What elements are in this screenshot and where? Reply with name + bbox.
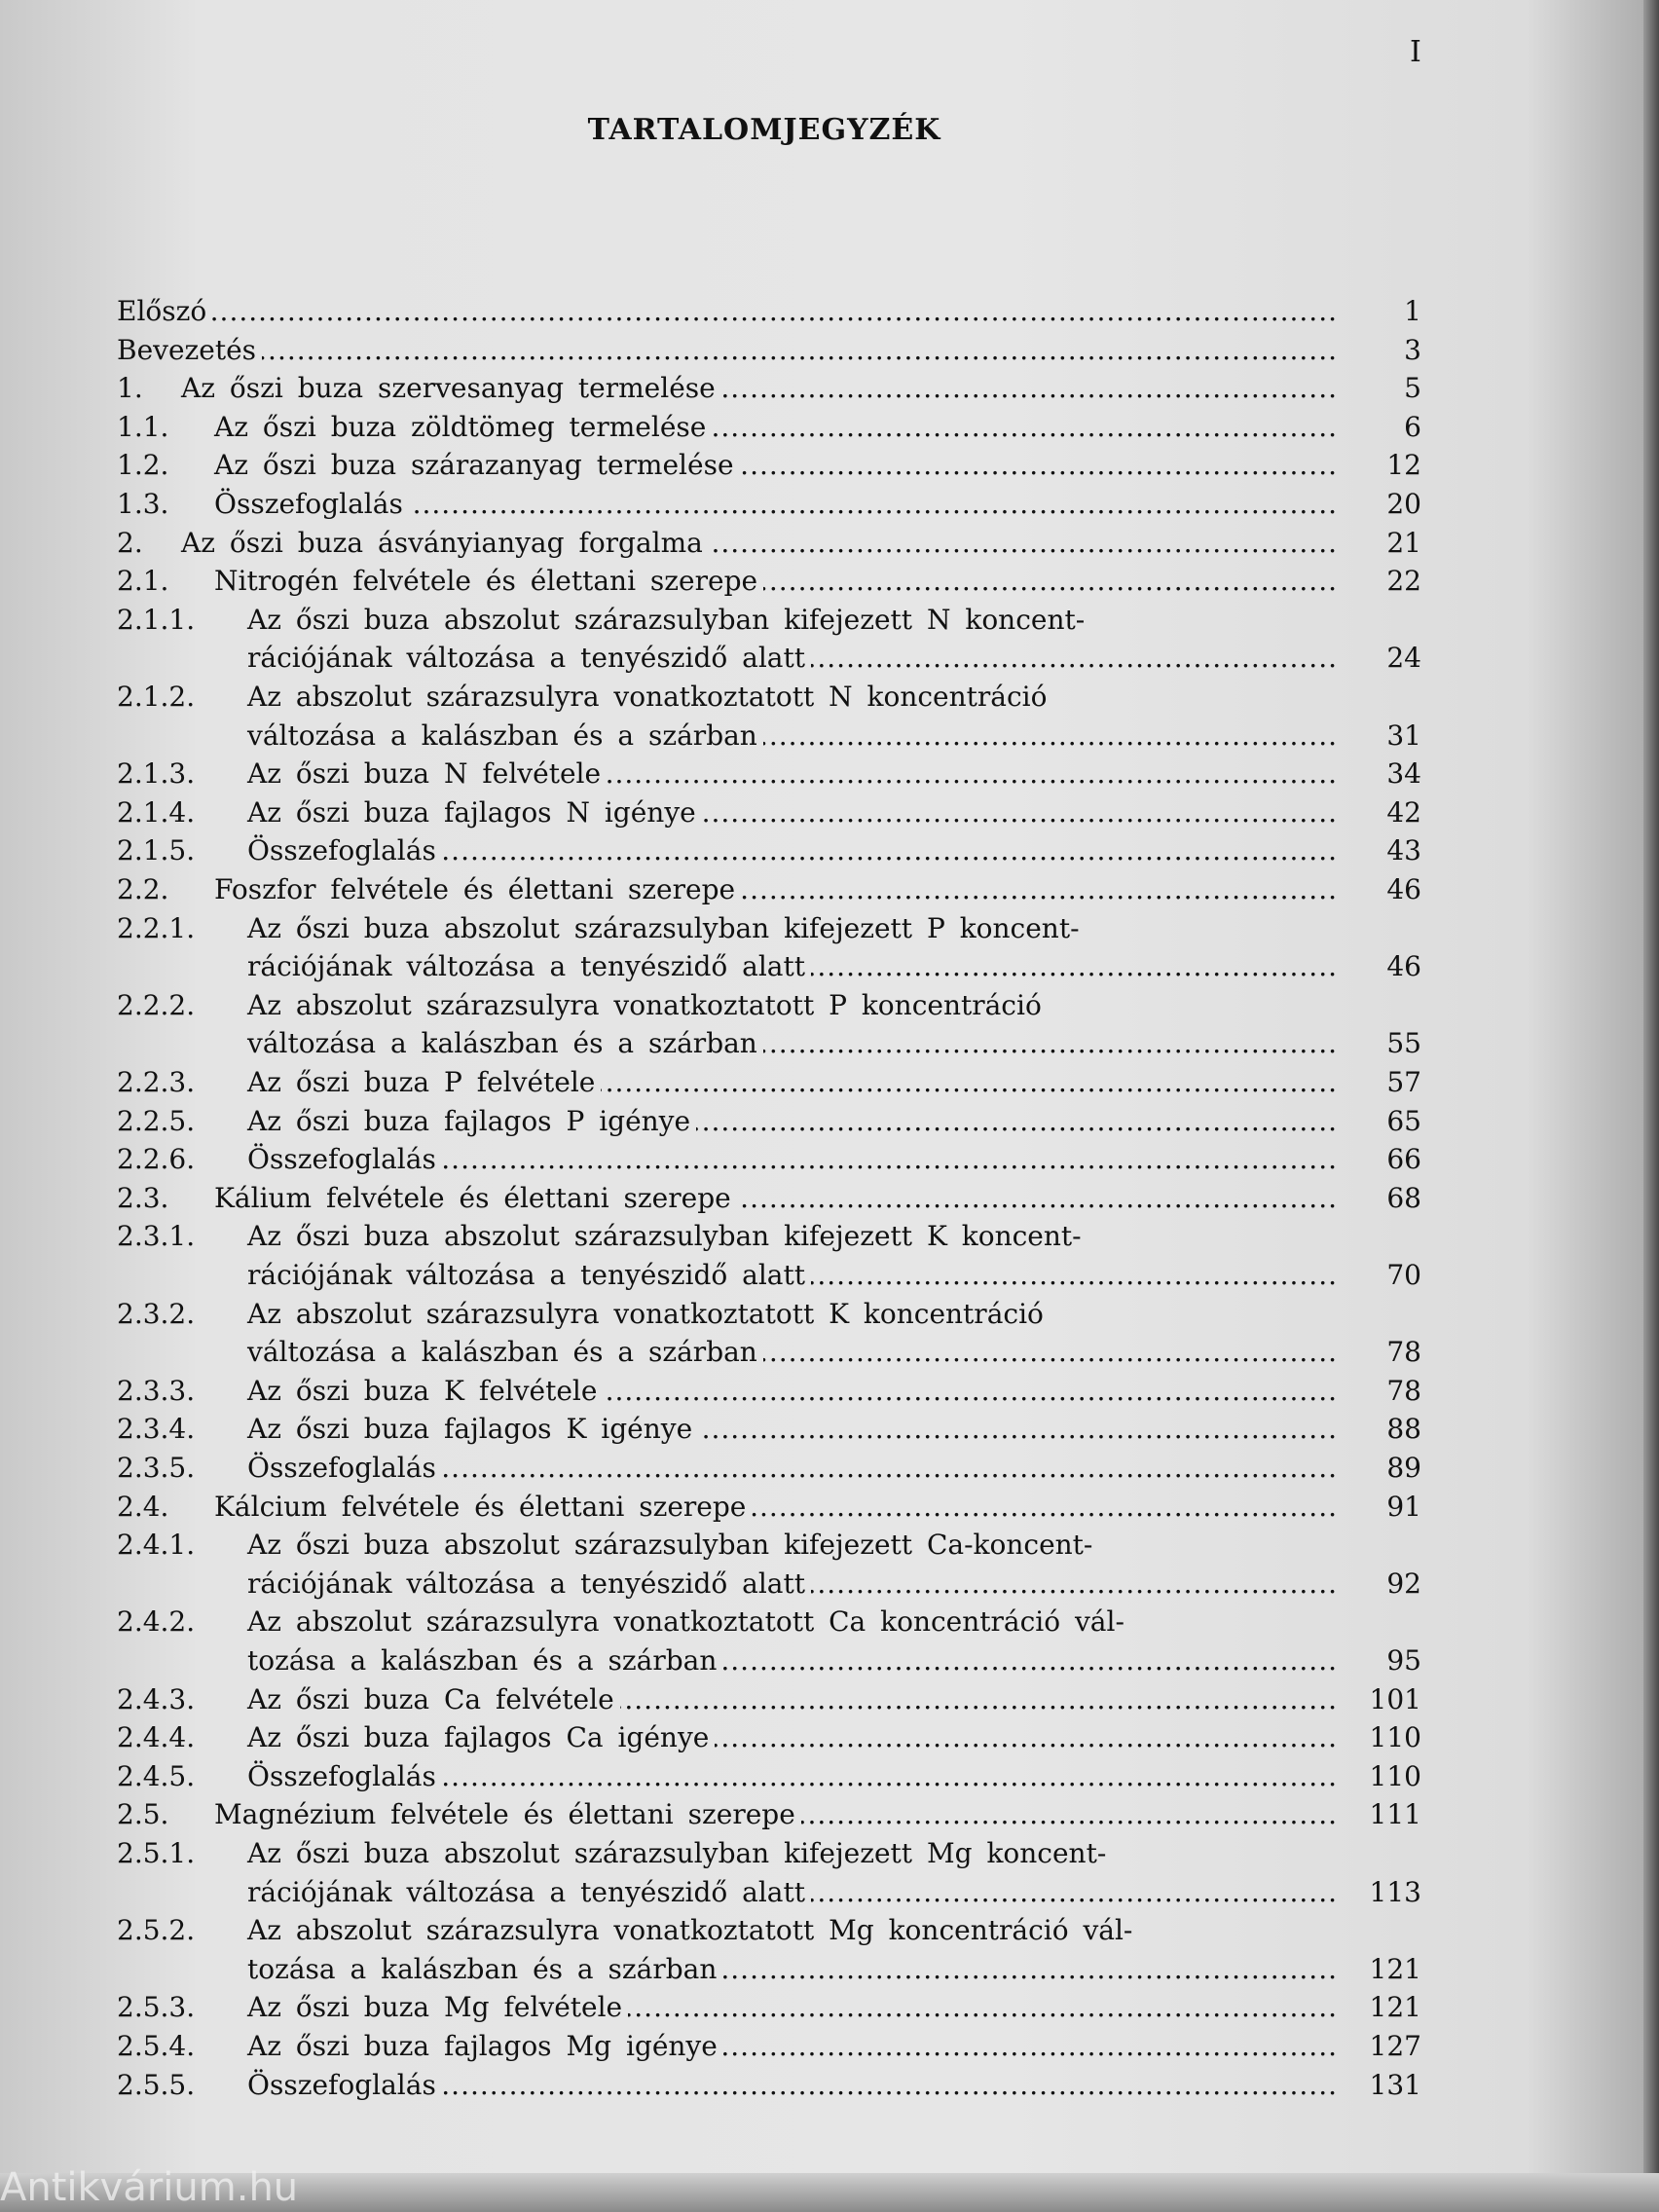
toc-entry-number: 2.2.1.: [117, 911, 196, 944]
toc-entry: [117, 1179, 1421, 1217]
toc-leader-dots: [442, 1140, 1338, 1178]
toc-entry-number: 2.1.3.: [117, 757, 196, 791]
toc-leader-dots: [442, 831, 1338, 869]
toc-entry-page: 65: [1386, 1104, 1421, 1137]
page-title: TARTALOMJEGYZÉK: [587, 113, 941, 147]
toc-entry: [117, 1526, 1421, 1564]
toc-entry-page: 31: [1386, 719, 1421, 752]
toc-entry: [117, 755, 1421, 793]
toc-entry-title: Az őszi buza Mg felvétele: [247, 1991, 623, 2024]
toc-entry-title: Összefoglalás: [247, 834, 436, 867]
toc-entry-number: 2.4.3.: [117, 1682, 196, 1715]
toc-entry: [117, 1718, 1421, 1756]
toc-leader-dots: [801, 1795, 1338, 1833]
toc-entry-page: 46: [1386, 873, 1421, 905]
toc-entry-page: 121: [1369, 1952, 1421, 1985]
toc-leader-dots: [409, 485, 1338, 523]
toc-entry-page: 68: [1386, 1181, 1421, 1214]
toc-leader-dots: [763, 717, 1338, 755]
toc-entry: [117, 1565, 1421, 1603]
toc-entry-page: 24: [1386, 642, 1421, 675]
toc-entry-title: Az őszi buza fajlagos Ca igénye: [247, 1721, 710, 1754]
toc-entry-number: 2.1.: [117, 565, 169, 598]
toc-entry-page: 101: [1369, 1682, 1421, 1715]
toc-entry: [117, 369, 1421, 407]
toc-entry-title: Az őszi buza fajlagos P igénye: [247, 1104, 691, 1137]
toc-entry-title: Előszó: [117, 295, 207, 327]
toc-entry-page: 34: [1386, 757, 1421, 791]
toc-entry-page: 127: [1369, 2030, 1421, 2062]
toc-entry-title: Összefoglalás: [247, 1143, 436, 1176]
toc-entry: [117, 2027, 1421, 2065]
toc-leader-dots: [696, 1102, 1338, 1140]
toc-entry: [117, 408, 1421, 446]
toc-entry-number: 1.1.: [117, 410, 169, 443]
toc-entry: [117, 986, 1421, 1024]
toc-entry: [117, 678, 1421, 716]
toc-entry-page: 12: [1386, 449, 1421, 482]
toc-entry-number: 2.4.1.: [117, 1529, 196, 1562]
toc-leader-dots: [628, 1988, 1338, 2026]
toc-entry-page: 42: [1386, 795, 1421, 829]
toc-leader-dots: [712, 408, 1338, 446]
toc-entry-title: Magnézium felvétele és élettani szerepe: [214, 1798, 795, 1831]
toc-entry-page: 113: [1369, 1875, 1421, 1908]
toc-entry-page: 20: [1386, 488, 1421, 520]
toc-leader-dots: [702, 793, 1338, 831]
toc-entry-title: Az őszi buza fajlagos N igénye: [247, 795, 696, 829]
toc-leader-dots: [262, 331, 1338, 369]
toc-entry-number: 2.4.4.: [117, 1721, 196, 1754]
toc-entry: [117, 485, 1421, 523]
toc-entry: [117, 1988, 1421, 2026]
toc-entry-page: 70: [1386, 1259, 1421, 1291]
toc-entry-number: 2.5.4.: [117, 2030, 196, 2062]
toc-entry: [117, 717, 1421, 755]
toc-entry-title: Foszfor felvétele és élettani szerepe: [214, 873, 736, 905]
toc-entry-number: 2.4.5.: [117, 1759, 196, 1792]
toc-entry-number: 1.3.: [117, 488, 169, 520]
toc-leader-dots: [442, 2066, 1338, 2104]
toc-leader-dots: [763, 1333, 1338, 1371]
toc-entry-title: Nitrogén felvétele és élettani szerepe: [214, 565, 758, 598]
toc-entry: [117, 1795, 1421, 1833]
toc-leader-dots: [698, 1410, 1338, 1448]
toc-entry-page: 3: [1404, 333, 1421, 366]
toc-entry-number: 2.5.1.: [117, 1837, 196, 1869]
toc-entry-number: 2.1.2.: [117, 681, 196, 713]
toc-entry: [117, 1680, 1421, 1718]
toc-entry-page: 66: [1386, 1143, 1421, 1176]
page-number: I: [1410, 35, 1421, 69]
toc-entry-page: 78: [1386, 1336, 1421, 1369]
toc-entry: [117, 1488, 1421, 1526]
toc-entry-number: 2.5.: [117, 1798, 169, 1831]
toc-entry-number: 2.3.3.: [117, 1374, 196, 1407]
toc-entry-title: Az őszi buza N felvétele: [247, 757, 602, 791]
toc-entry: [117, 870, 1421, 908]
toc-entry-number: 2.2.6.: [117, 1143, 196, 1176]
toc-entry-title: Az abszolut szárazsulyra vonatkoztatott N koncentráció: [247, 681, 1048, 713]
toc-entry-number: 2.4.: [117, 1490, 169, 1523]
toc-entry-page: 43: [1386, 834, 1421, 867]
toc-entry-page: 89: [1386, 1452, 1421, 1484]
toc-entry-page: 110: [1369, 1721, 1421, 1754]
toc-leader-dots: [811, 1565, 1338, 1603]
toc-entry: [117, 1449, 1421, 1487]
toc-entry-title: Az őszi buza K felvétele: [247, 1374, 598, 1407]
toc-leader-dots: [752, 1488, 1338, 1526]
toc-entry-number: 1.2.: [117, 449, 169, 482]
toc-entry-title: Bevezetés: [117, 333, 257, 366]
toc-entry-title: rációjának változása a tenyészidő alatt: [247, 642, 805, 675]
toc-entry: [117, 831, 1421, 869]
toc-leader-dots: [442, 1449, 1338, 1487]
toc-entry-number: 2.2.3.: [117, 1066, 196, 1098]
toc-leader-dots: [709, 524, 1338, 562]
toc-leader-dots: [212, 292, 1338, 330]
toc-entry-number: 2.5.2.: [117, 1914, 196, 1947]
toc-entry-title: Az őszi buza abszolut szárazsulyban kifejezett P koncent-: [247, 911, 1080, 944]
toc-entry-page: 95: [1386, 1644, 1421, 1677]
toc-entry: [117, 1410, 1421, 1448]
toc-entry-page: 111: [1369, 1798, 1421, 1831]
toc-entry-title: Az abszolut szárazsulyra vonatkoztatott Ca koncentráció vál-: [247, 1605, 1124, 1639]
toc-entry-number: 2.5.3.: [117, 1991, 196, 2024]
toc-entry-page: 91: [1386, 1490, 1421, 1523]
toc-entry-number: 2.1.5.: [117, 834, 196, 867]
toc-entry-title: Az őszi buza abszolut szárazsulyban kifejezett Ca-koncent-: [247, 1529, 1093, 1562]
toc-entry: [117, 446, 1421, 484]
toc-entry-page: 88: [1386, 1413, 1421, 1446]
toc-entry: [117, 2066, 1421, 2104]
toc-entry-title: rációjának változása a tenyészidő alatt: [247, 1875, 805, 1908]
toc-leader-dots: [442, 1757, 1338, 1795]
toc-leader-dots: [620, 1680, 1338, 1718]
toc-entry-title: változása a kalászban és a szárban: [247, 719, 757, 752]
toc-entry-number: 2.1.1.: [117, 603, 196, 636]
toc-entry-title: változása a kalászban és a szárban: [247, 1336, 757, 1369]
toc-entry-title: rációjának változása a tenyészidő alatt: [247, 1259, 805, 1291]
toc-entry-title: tozása a kalászban és a szárban: [247, 1952, 718, 1985]
toc-entry-title: Az őszi buza fajlagos K igénye: [247, 1413, 693, 1446]
toc-entry-title: Összefoglalás: [214, 488, 403, 520]
toc-leader-dots: [811, 1873, 1338, 1911]
toc-entry: [117, 639, 1421, 677]
toc-entry-page: 131: [1369, 2068, 1421, 2101]
toc-entry: [117, 1024, 1421, 1062]
toc-entry: [117, 1333, 1421, 1371]
toc-entry-number: 2.2.2.: [117, 988, 196, 1021]
toc-entry-number: 1.: [117, 372, 143, 405]
toc-entry-page: 92: [1386, 1567, 1421, 1600]
toc-entry-title: Az őszi buza abszolut szárazsulyban kifejezett N koncent-: [247, 603, 1086, 636]
toc-entry: [117, 1950, 1421, 1988]
toc-entry-title: rációjának változása a tenyészidő alatt: [247, 1567, 805, 1600]
toc-entry-number: 2.3.4.: [117, 1413, 196, 1446]
toc-entry-title: Az őszi buza ásványianyag forgalma: [181, 526, 703, 559]
toc-entry-title: Az őszi buza abszolut szárazsulyban kifejezett Mg koncent-: [247, 1837, 1107, 1869]
toc-entry: [117, 1911, 1421, 1949]
toc-leader-dots: [740, 446, 1338, 484]
toc-entry-page: 6: [1404, 410, 1421, 443]
toc-entry-title: Az abszolut szárazsulyra vonatkoztatott K koncentráció: [247, 1297, 1044, 1330]
toc-entry: [117, 1641, 1421, 1679]
toc-entry: [117, 1256, 1421, 1294]
toc-entry: [117, 1295, 1421, 1333]
toc-entry: [117, 601, 1421, 639]
toc-entry-page: 57: [1386, 1066, 1421, 1098]
toc-leader-dots: [607, 755, 1338, 793]
toc-entry-number: 2.2.5.: [117, 1104, 196, 1137]
toc-entry: [117, 1102, 1421, 1140]
toc-entry-number: 2.: [117, 526, 143, 559]
toc-entry: [117, 1140, 1421, 1178]
toc-entry: [117, 947, 1421, 985]
toc-leader-dots: [601, 1063, 1338, 1101]
toc-entry-title: Összefoglalás: [247, 2068, 436, 2101]
toc-entry-number: 2.3.1.: [117, 1220, 196, 1253]
toc-entry: [117, 793, 1421, 831]
toc-leader-dots: [715, 1718, 1338, 1756]
toc-entry-page: 5: [1404, 372, 1421, 405]
toc-leader-dots: [723, 2027, 1338, 2065]
toc-entry-number: 2.4.2.: [117, 1605, 196, 1639]
toc-entry-page: 21: [1386, 526, 1421, 559]
toc-entry-page: 110: [1369, 1759, 1421, 1792]
toc-leader-dots: [737, 1179, 1338, 1217]
toc-entry: [117, 1372, 1421, 1410]
toc-leader-dots: [811, 639, 1338, 677]
watermark: Antikvárium.hu: [0, 2165, 299, 2210]
toc-entry: [117, 1217, 1421, 1255]
toc-entry-title: Az őszi buza szárazanyag termelése: [214, 449, 734, 482]
toc-entry-title: Az abszolut szárazsulyra vonatkoztatott Mg koncentráció vál-: [247, 1914, 1133, 1947]
toc-leader-dots: [763, 1024, 1338, 1062]
page-edge-shadow: [1643, 0, 1659, 2212]
toc-entry: [117, 331, 1421, 369]
toc-leader-dots: [721, 369, 1338, 407]
toc-entry-number: 2.3.: [117, 1181, 169, 1214]
toc-entry: [117, 1603, 1421, 1641]
toc-entry-page: 1: [1404, 295, 1421, 327]
toc-entry: [117, 1063, 1421, 1101]
toc-entry-title: Az őszi buza zöldtömeg termelése: [214, 410, 707, 443]
toc-entry-page: 22: [1386, 565, 1421, 598]
toc-entry-page: 78: [1386, 1374, 1421, 1407]
toc-entry-title: Az őszi buza abszolut szárazsulyban kifejezett K koncent-: [247, 1220, 1082, 1253]
toc-entry: [117, 1873, 1421, 1911]
toc-entry-number: 2.2.: [117, 873, 169, 905]
toc-entry-title: tozása a kalászban és a szárban: [247, 1644, 718, 1677]
toc-leader-dots: [763, 562, 1338, 600]
toc-leader-dots: [811, 1256, 1338, 1294]
toc-entry-page: 55: [1386, 1027, 1421, 1060]
toc-entry-number: 2.5.5.: [117, 2068, 196, 2101]
toc-leader-dots: [722, 1950, 1338, 1988]
toc-entry-title: Az őszi buza Ca felvétele: [247, 1682, 614, 1715]
toc-entry-page: 46: [1386, 950, 1421, 983]
toc-entry-title: Az őszi buza fajlagos Mg igénye: [247, 2030, 718, 2062]
toc-entry: [117, 562, 1421, 600]
toc-entry: [117, 1834, 1421, 1872]
toc-entry-title: változása a kalászban és a szárban: [247, 1027, 757, 1060]
toc-entry-title: Kálium felvétele és élettani szerepe: [214, 1181, 731, 1214]
toc-entry-title: Kálcium felvétele és élettani szerepe: [214, 1490, 747, 1523]
toc-leader-dots: [603, 1372, 1338, 1410]
toc-entry-title: Az őszi buza P felvétele: [247, 1066, 596, 1098]
toc-leader-dots: [722, 1641, 1338, 1679]
toc-entry-title: rációjának változása a tenyészidő alatt: [247, 950, 805, 983]
toc-entry-number: 2.3.5.: [117, 1452, 196, 1484]
toc-entry: [117, 1757, 1421, 1795]
toc-entry-title: Az abszolut szárazsulyra vonatkoztatott P koncentráció: [247, 988, 1042, 1021]
toc-leader-dots: [811, 947, 1338, 985]
toc-entry-page: 121: [1369, 1991, 1421, 2024]
toc-entry-number: 2.1.4.: [117, 795, 196, 829]
toc-entry: [117, 292, 1421, 330]
toc-entry-title: Az őszi buza szervesanyag termelése: [181, 372, 716, 405]
toc-entry: [117, 909, 1421, 947]
toc-entry-number: 2.3.2.: [117, 1297, 196, 1330]
toc-entry: [117, 524, 1421, 562]
toc-leader-dots: [741, 870, 1338, 908]
toc-entry-title: Összefoglalás: [247, 1452, 436, 1484]
toc-entry-title: Összefoglalás: [247, 1759, 436, 1792]
